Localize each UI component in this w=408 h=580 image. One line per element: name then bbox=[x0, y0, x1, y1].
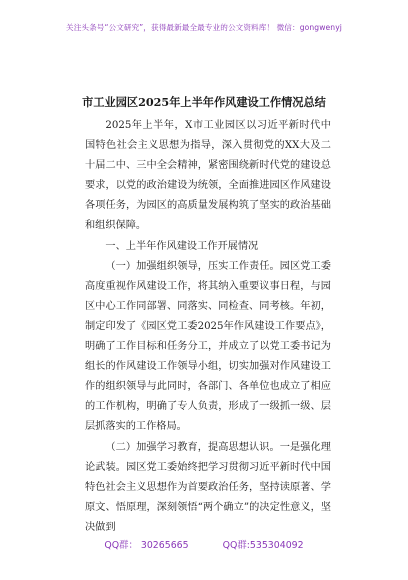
section-heading: 一、上半年作风建设工作开展情况 bbox=[105, 240, 259, 252]
intro-paragraph: 2025年上半年，X市工业园区以习近平新时代中国特色社会主义思想为指导，深入贯彻党的XX大及二十届二中、三中全会精神，紧密围绕新时代党的建设总要求，以党的政治建设为统领，全面推进园区作风建设各项任务，为园区的高质量发展构筑了坚实的政治基础和组织保障。 bbox=[85, 120, 331, 232]
footer-contact bbox=[0, 537, 408, 551]
footer-qq-group-1: QQ群： 30265665 bbox=[104, 540, 189, 551]
document-body bbox=[85, 116, 331, 538]
footer-qq-group-2: QQ群:535304092 bbox=[222, 540, 304, 551]
section-paragraph-2: （二）加强学习教育，提高思想认识。一是强化理论武装。园区党工委始终把学习贯彻习近平新时代中国特色社会主义思想作为首要政治任务，坚持读原著、学原文、悟原理，深刻领悟“两个确立”的决定性意义，坚决做到 bbox=[85, 441, 331, 533]
section-paragraph-1: （一）加强组织领导，压实工作责任。园区党工委高度重视作风建设工作，将其纳入重要议事日程，与园区中心工作同部署、同落实、同检查、同考核。年初，制定印发了《园区党工委2025年作风建设工作要点》，明确了工作目标和任务分工，并成立了以党工委书记为组长的作风建设工作领导小组，切实加强对作风建设工作的组织领导与此同时，各部门、各单位也成立了相应的工作机构，明确了专人负责，形成了一级抓一级、层层抓落实的工作格局。 bbox=[85, 260, 331, 433]
document-title: 市工业园区2025年上半年作风建设工作情况总结 bbox=[82, 95, 326, 109]
promo-banner: 关注头条号“公文研究”，获得最新最全最专业的公文资料库！ 微信：gongwenyj bbox=[66, 23, 342, 32]
